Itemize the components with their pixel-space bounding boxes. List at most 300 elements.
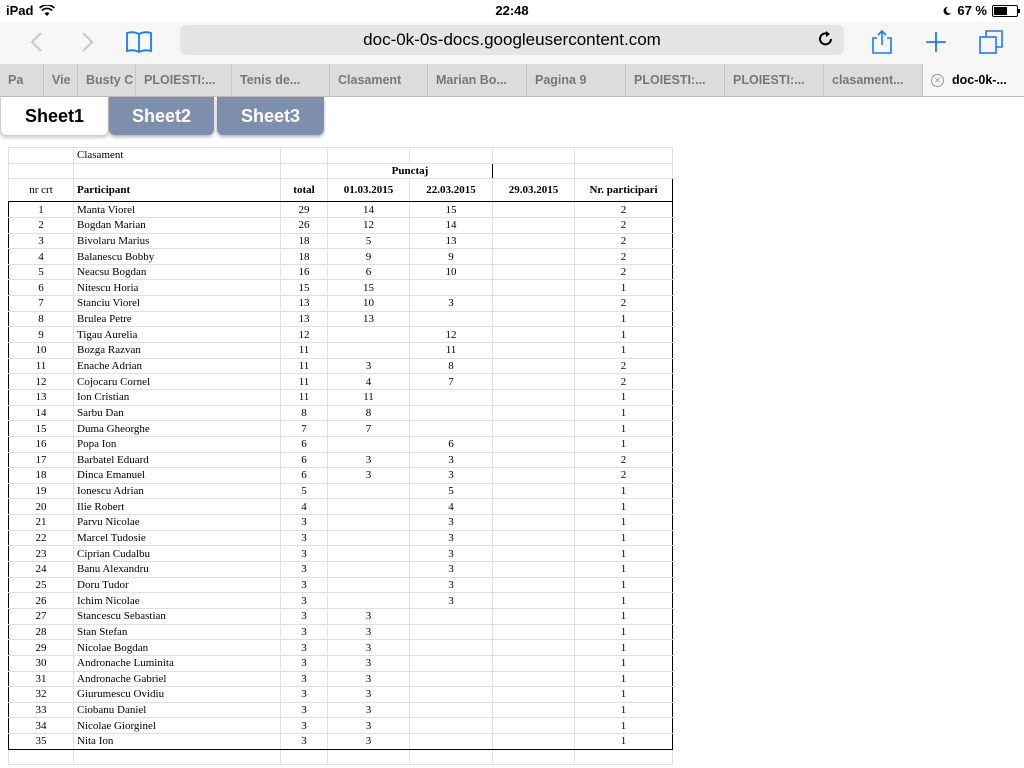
- table-cell: 19: [9, 483, 74, 499]
- header-total: total: [281, 179, 328, 202]
- header-nr-crt: nr crt: [9, 179, 74, 202]
- table-cell: [493, 640, 575, 656]
- table-cell: [328, 343, 410, 359]
- table-cell: 3: [328, 452, 410, 468]
- table-cell: Neacsu Bogdan: [74, 264, 281, 280]
- browser-tab-label: Tenis de...: [240, 73, 301, 87]
- table-cell: 3: [410, 468, 493, 484]
- table-cell: [328, 436, 410, 452]
- table-cell: 13: [281, 296, 328, 312]
- table-cell: [493, 655, 575, 671]
- table-cell: 12: [281, 327, 328, 343]
- table-cell: 2: [575, 468, 673, 484]
- table-cell: 13: [281, 311, 328, 327]
- table-cell: 16: [281, 264, 328, 280]
- table-cell: [493, 280, 575, 296]
- table-cell: 7: [9, 296, 74, 312]
- table-cell: 5: [281, 483, 328, 499]
- table-cell: 3: [328, 624, 410, 640]
- table-cell: 27: [9, 608, 74, 624]
- browser-tab-label: clasament...: [832, 73, 904, 87]
- table-cell: Stan Stefan: [74, 624, 281, 640]
- table-cell: 1: [575, 327, 673, 343]
- table-cell: 3: [9, 233, 74, 249]
- table-row: [9, 577, 673, 593]
- browser-tab[interactable]: [527, 64, 626, 96]
- table-row: [9, 718, 673, 734]
- table-cell: 12: [410, 327, 493, 343]
- table-cell: [410, 702, 493, 718]
- table-cell: 32: [9, 687, 74, 703]
- table-row: [9, 515, 673, 531]
- browser-tab[interactable]: [78, 64, 136, 96]
- table-cell: Ilie Robert: [74, 499, 281, 515]
- table-cell: 6: [281, 436, 328, 452]
- table-cell: 6: [281, 468, 328, 484]
- table-cell: 12: [9, 374, 74, 390]
- table-cell: Barbatel Eduard: [74, 452, 281, 468]
- table-row: [9, 374, 673, 390]
- table-row: [9, 640, 673, 656]
- reload-button[interactable]: [818, 30, 834, 53]
- table-cell: Parvu Nicolae: [74, 515, 281, 531]
- table-cell: 33: [9, 702, 74, 718]
- table-row: [9, 358, 673, 374]
- table-cell: 1: [575, 687, 673, 703]
- table-cell: [410, 421, 493, 437]
- header-nr-participari: Nr. participari: [575, 179, 673, 202]
- table-cell: [493, 217, 575, 233]
- table-cell: [410, 405, 493, 421]
- table-cell: 1: [575, 280, 673, 296]
- table-cell: Nicolae Bogdan: [74, 640, 281, 656]
- bookmarks-button[interactable]: [121, 24, 157, 60]
- table-cell: 3: [281, 734, 328, 750]
- table-cell: [328, 546, 410, 562]
- table-cell: 9: [9, 327, 74, 343]
- table-cell: [493, 718, 575, 734]
- sheet-tab-sheet3[interactable]: Sheet3: [217, 97, 324, 135]
- table-cell: 1: [575, 593, 673, 609]
- table-cell: [493, 687, 575, 703]
- table-cell: 14: [410, 217, 493, 233]
- back-button[interactable]: [18, 24, 54, 60]
- table-cell: 9: [328, 249, 410, 265]
- table-cell: Duma Gheorghe: [74, 421, 281, 437]
- table-cell: [493, 343, 575, 359]
- browser-tab-label: Pa: [8, 73, 24, 87]
- table-cell: 29: [281, 202, 328, 218]
- table-cell: 7: [328, 421, 410, 437]
- header-participant: Participant: [74, 179, 281, 202]
- table-cell: 13: [328, 311, 410, 327]
- table-cell: [410, 608, 493, 624]
- table-cell: 3: [281, 608, 328, 624]
- table-cell: 1: [575, 624, 673, 640]
- table-cell: 25: [9, 577, 74, 593]
- table-cell: 26: [9, 593, 74, 609]
- table-cell: 7: [281, 421, 328, 437]
- table-row: [9, 311, 673, 327]
- table-cell: [410, 640, 493, 656]
- table-cell: 35: [9, 734, 74, 750]
- address-bar[interactable]: [180, 25, 844, 55]
- table-cell: [493, 233, 575, 249]
- table-cell: 10: [328, 296, 410, 312]
- table-cell: 12: [328, 217, 410, 233]
- table-cell: 11: [410, 343, 493, 359]
- table-cell: [493, 436, 575, 452]
- new-tab-button[interactable]: [918, 24, 954, 60]
- table-cell: 1: [575, 515, 673, 531]
- table-row: [9, 593, 673, 609]
- table-cell: [493, 734, 575, 750]
- table-cell: Ciprian Cudalbu: [74, 546, 281, 562]
- table-cell: 2: [575, 374, 673, 390]
- browser-tab[interactable]: [626, 64, 725, 96]
- table-cell: 3: [281, 530, 328, 546]
- table-cell: [493, 468, 575, 484]
- table-cell: 15: [328, 280, 410, 296]
- table-cell: 4: [9, 249, 74, 265]
- book-icon: [125, 30, 153, 54]
- browser-tab-label: Pagina 9: [535, 73, 587, 87]
- table-cell: Ciobanu Daniel: [74, 702, 281, 718]
- table-cell: 14: [9, 405, 74, 421]
- table-row: [9, 436, 673, 452]
- table-row: [9, 421, 673, 437]
- table-cell: 2: [575, 249, 673, 265]
- browser-tab-label: doc-0k-...: [952, 73, 1007, 87]
- table-row: [9, 296, 673, 312]
- table-cell: 1: [575, 436, 673, 452]
- table-cell: [493, 593, 575, 609]
- table-cell: 23: [9, 546, 74, 562]
- table-cell: 13: [9, 389, 74, 405]
- browser-tab[interactable]: [232, 64, 330, 96]
- table-cell: [328, 530, 410, 546]
- table-cell: 5: [410, 483, 493, 499]
- table-cell: 3: [410, 577, 493, 593]
- table-cell: 1: [9, 202, 74, 218]
- table-cell: [328, 499, 410, 515]
- table-cell: 3: [328, 655, 410, 671]
- table-row: [9, 343, 673, 359]
- table-cell: 22: [9, 530, 74, 546]
- table-cell: Bogdan Marian: [74, 217, 281, 233]
- browser-tab-label: Marian Bo...: [436, 73, 507, 87]
- table-cell: 15: [410, 202, 493, 218]
- table-cell: 11: [281, 389, 328, 405]
- table-cell: [328, 483, 410, 499]
- spreadsheet-table: [8, 147, 673, 765]
- chevron-right-icon: [81, 31, 95, 53]
- table-cell: [493, 358, 575, 374]
- table-cell: 8: [9, 311, 74, 327]
- table-cell: 2: [575, 358, 673, 374]
- table-cell: 7: [410, 374, 493, 390]
- table-cell: 1: [575, 577, 673, 593]
- table-cell: [493, 702, 575, 718]
- table-cell: [493, 671, 575, 687]
- table-row: [9, 546, 673, 562]
- browser-tab-strip: [0, 64, 1024, 97]
- table-cell: 6: [410, 436, 493, 452]
- table-cell: 3: [328, 702, 410, 718]
- url-text: doc-0k-0s-docs.googleusercontent.com: [363, 30, 661, 49]
- table-cell: 3: [281, 624, 328, 640]
- table-cell: 1: [575, 530, 673, 546]
- table-cell: [493, 202, 575, 218]
- table-cell: 1: [575, 562, 673, 578]
- browser-tab[interactable]: [136, 64, 232, 96]
- forward-button[interactable]: [70, 24, 106, 60]
- table-cell: [328, 515, 410, 531]
- browser-tab[interactable]: [0, 64, 44, 96]
- table-cell: Manta Viorel: [74, 202, 281, 218]
- table-cell: 5: [9, 264, 74, 280]
- table-cell: 2: [9, 217, 74, 233]
- table-cell: 31: [9, 671, 74, 687]
- table-cell: 1: [575, 389, 673, 405]
- table-cell: 2: [575, 233, 673, 249]
- table-cell: 3: [410, 296, 493, 312]
- table-cell: [493, 530, 575, 546]
- table-cell: 11: [281, 374, 328, 390]
- table-cell: 3: [281, 577, 328, 593]
- table-row: [9, 608, 673, 624]
- table-cell: 15: [9, 421, 74, 437]
- table-cell: 2: [575, 452, 673, 468]
- table-cell: [493, 264, 575, 280]
- table-cell: [493, 499, 575, 515]
- table-row: [9, 452, 673, 468]
- table-cell: Ionescu Adrian: [74, 483, 281, 499]
- table-cell: 1: [575, 640, 673, 656]
- table-cell: 8: [328, 405, 410, 421]
- table-cell: [410, 311, 493, 327]
- table-cell: 1: [575, 311, 673, 327]
- table-cell: 3: [281, 687, 328, 703]
- table-cell: [328, 577, 410, 593]
- tabs-overview-button[interactable]: [973, 24, 1009, 60]
- table-cell: Nicolae Giorginel: [74, 718, 281, 734]
- table-cell: 3: [281, 593, 328, 609]
- browser-tab[interactable]: [725, 64, 824, 96]
- table-cell: 14: [328, 202, 410, 218]
- table-cell: 5: [328, 233, 410, 249]
- table-cell: Dinca Emanuel: [74, 468, 281, 484]
- table-cell: [493, 546, 575, 562]
- table-cell: 6: [328, 264, 410, 280]
- table-cell: Banu Alexandru: [74, 562, 281, 578]
- header-date-3: 29.03.2015: [493, 179, 575, 202]
- table-cell: Brulea Petre: [74, 311, 281, 327]
- column-header-row: [9, 179, 673, 202]
- table-cell: 3: [281, 671, 328, 687]
- status-bar: [0, 0, 1024, 22]
- table-cell: [410, 687, 493, 703]
- table-cell: [493, 405, 575, 421]
- browser-tab[interactable]: [428, 64, 527, 96]
- table-cell: 3: [328, 358, 410, 374]
- sheet-tab-sheet1[interactable]: Sheet1: [0, 97, 109, 136]
- table-row: [9, 202, 673, 218]
- table-cell: 3: [328, 734, 410, 750]
- table-cell: 3: [281, 515, 328, 531]
- browser-tab[interactable]: [824, 64, 923, 96]
- table-cell: Bivolaru Marius: [74, 233, 281, 249]
- table-row: [9, 655, 673, 671]
- table-cell: 3: [328, 640, 410, 656]
- table-row: [9, 280, 673, 296]
- table-row: [9, 468, 673, 484]
- table-cell: 3: [281, 655, 328, 671]
- battery-percent: 67 %: [957, 3, 987, 18]
- table-cell: 18: [281, 233, 328, 249]
- table-cell: 1: [575, 546, 673, 562]
- table-cell: 1: [575, 671, 673, 687]
- browser-tab-label: Busty C: [86, 73, 134, 87]
- table-cell: 3: [281, 702, 328, 718]
- table-row: [9, 327, 673, 343]
- close-tab-icon[interactable]: ✕: [931, 74, 944, 87]
- table-cell: 2: [575, 296, 673, 312]
- sheet-tab-sheet2[interactable]: Sheet2: [109, 97, 214, 135]
- table-cell: [493, 624, 575, 640]
- browser-tab-label: PLOIESTI:...: [634, 73, 706, 87]
- table-cell: Enache Adrian: [74, 358, 281, 374]
- table-cell: 9: [410, 249, 493, 265]
- table-row: [9, 405, 673, 421]
- table-cell: 1: [575, 734, 673, 750]
- tabs-icon: [978, 29, 1004, 55]
- table-cell: [410, 389, 493, 405]
- table-cell: [328, 327, 410, 343]
- table-cell: 3: [281, 562, 328, 578]
- table-cell: 1: [575, 405, 673, 421]
- table-row: [9, 530, 673, 546]
- table-cell: 15: [281, 280, 328, 296]
- table-cell: 4: [410, 499, 493, 515]
- table-cell: Bozga Razvan: [74, 343, 281, 359]
- table-cell: [493, 577, 575, 593]
- table-cell: Balanescu Bobby: [74, 249, 281, 265]
- browser-tab-label: Clasament: [338, 73, 402, 87]
- table-row: [9, 483, 673, 499]
- table-cell: [328, 562, 410, 578]
- sheet-title: Clasament: [74, 148, 281, 164]
- table-cell: [493, 296, 575, 312]
- table-cell: [493, 249, 575, 265]
- chevron-left-icon: [29, 31, 43, 53]
- share-icon: [871, 29, 893, 55]
- table-row: [9, 233, 673, 249]
- table-cell: [410, 655, 493, 671]
- table-row: [9, 671, 673, 687]
- table-cell: 24: [9, 562, 74, 578]
- table-cell: 3: [410, 515, 493, 531]
- table-cell: Cojocaru Cornel: [74, 374, 281, 390]
- table-cell: 3: [328, 468, 410, 484]
- table-cell: 18: [281, 249, 328, 265]
- table-cell: 3: [410, 593, 493, 609]
- table-cell: 3: [328, 687, 410, 703]
- table-cell: 10: [410, 264, 493, 280]
- clock: 22:48: [495, 3, 529, 18]
- table-cell: Marcel Tudosie: [74, 530, 281, 546]
- table-cell: 3: [281, 640, 328, 656]
- table-cell: Sarbu Dan: [74, 405, 281, 421]
- table-cell: 11: [9, 358, 74, 374]
- moon-icon: [942, 6, 952, 16]
- share-button[interactable]: [864, 24, 900, 60]
- table-cell: [493, 515, 575, 531]
- table-cell: 29: [9, 640, 74, 656]
- table-cell: Stancescu Sebastian: [74, 608, 281, 624]
- table-cell: [410, 280, 493, 296]
- table-cell: Nita Ion: [74, 734, 281, 750]
- table-cell: 3: [410, 452, 493, 468]
- table-cell: 3: [281, 718, 328, 734]
- table-cell: Ichim Nicolae: [74, 593, 281, 609]
- table-cell: 28: [9, 624, 74, 640]
- table-cell: 1: [575, 608, 673, 624]
- table-cell: 2: [575, 202, 673, 218]
- table-row: [9, 264, 673, 280]
- table-cell: Tigau Aurelia: [74, 327, 281, 343]
- table-row: [9, 499, 673, 515]
- table-cell: 1: [575, 421, 673, 437]
- table-cell: 1: [575, 718, 673, 734]
- table-cell: 30: [9, 655, 74, 671]
- table-cell: 1: [575, 343, 673, 359]
- title-row: [9, 148, 673, 164]
- table-cell: 3: [328, 608, 410, 624]
- table-cell: 11: [328, 389, 410, 405]
- table-cell: [493, 327, 575, 343]
- table-cell: 3: [410, 530, 493, 546]
- empty-row: [9, 749, 673, 765]
- table-cell: 11: [281, 343, 328, 359]
- table-row: [9, 734, 673, 750]
- header-date-2: 22.03.2015: [410, 179, 493, 202]
- browser-tab[interactable]: [44, 64, 78, 96]
- table-cell: 6: [281, 452, 328, 468]
- browser-tab[interactable]: [330, 64, 428, 96]
- table-cell: [328, 593, 410, 609]
- table-cell: 18: [9, 468, 74, 484]
- table-cell: 4: [281, 499, 328, 515]
- browser-tab-label: Vie: [52, 73, 71, 87]
- table-cell: [410, 624, 493, 640]
- table-cell: 1: [575, 702, 673, 718]
- table-cell: Ion Cristian: [74, 389, 281, 405]
- browser-tab-active[interactable]: [923, 64, 1024, 96]
- table-cell: 2: [575, 264, 673, 280]
- table-cell: Popa Ion: [74, 436, 281, 452]
- table-cell: 6: [9, 280, 74, 296]
- table-cell: Giurumescu Ovidiu: [74, 687, 281, 703]
- table-row: [9, 624, 673, 640]
- table-row: [9, 249, 673, 265]
- browser-tab-label: PLOIESTI:...: [144, 73, 216, 87]
- table-cell: [410, 734, 493, 750]
- table-cell: [493, 452, 575, 468]
- table-cell: 3: [410, 546, 493, 562]
- table-cell: 11: [281, 358, 328, 374]
- table-cell: 21: [9, 515, 74, 531]
